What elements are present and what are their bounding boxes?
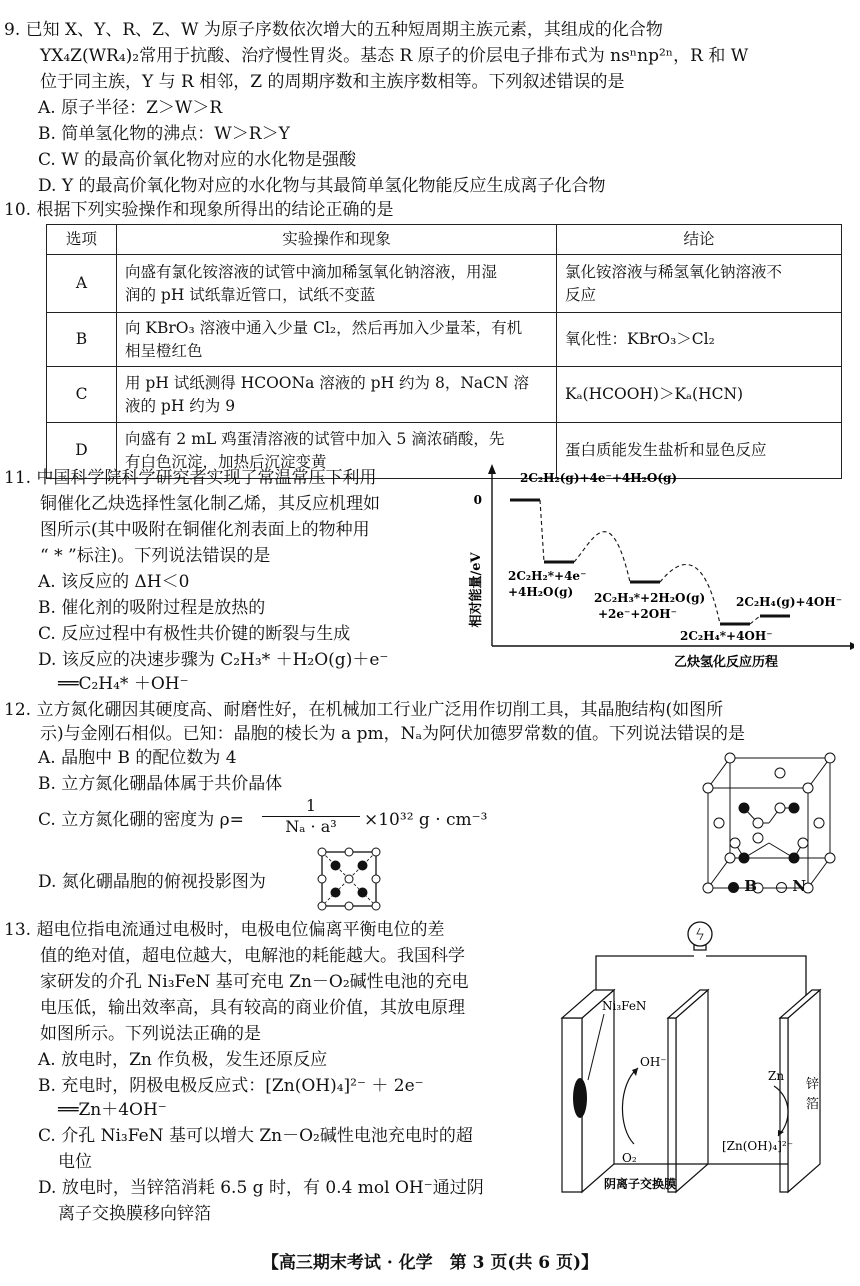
table-header-row bbox=[47, 225, 842, 255]
y-zero-label: 0 bbox=[473, 493, 482, 507]
state-2-label-cont: +4H₂O(g) bbox=[508, 585, 574, 599]
q13-option-d-cont: 离子交换膜移向锌箔 bbox=[58, 1204, 211, 1224]
cell-edge bbox=[808, 858, 830, 888]
battery-diagram bbox=[552, 918, 848, 1198]
q13-stem-line5: 如图所示。下列说法正确的是 bbox=[40, 1024, 261, 1044]
state-5-label: 2C₂H₄(g)+4OH⁻ bbox=[736, 595, 843, 609]
legend-n-label: N bbox=[792, 877, 807, 895]
n-atom bbox=[753, 818, 763, 828]
legend-b-label: B bbox=[744, 877, 757, 895]
q13-option-a: A. 放电时，Zn 作负极，发生还原反应 bbox=[38, 1050, 328, 1070]
q11-option-c: C. 反应过程中有极性共价键的断裂与生成 bbox=[38, 624, 351, 644]
n-atom bbox=[730, 838, 740, 848]
projection-n-atom bbox=[318, 848, 326, 856]
table-header-option: 选项 bbox=[47, 225, 117, 255]
row-operation-line: 润的 pH 试纸靠近管口，试纸不变蓝 bbox=[125, 285, 376, 304]
n-atom bbox=[714, 818, 724, 828]
projection-n-atom bbox=[372, 875, 380, 883]
row-operation-line: 相呈橙红色 bbox=[125, 341, 203, 360]
y-axis-label: 相对能量/eV bbox=[469, 552, 484, 628]
row-conclusion: Kₐ(HCOOH)＞Kₐ(HCN) bbox=[557, 367, 842, 423]
q9-option-d: D. Y 的最高价氧化物对应的水化物与其最简单氢化物能反应生成离子化合物 bbox=[38, 176, 606, 196]
oh-label: OH⁻ bbox=[640, 1055, 667, 1069]
b-atom bbox=[789, 803, 800, 814]
q13-option-b: B. 充电时，阴极电极反应式：[Zn(OH)₄]²⁻ ＋ 2e⁻ bbox=[38, 1076, 424, 1096]
foil-label-1: 锌 bbox=[806, 1077, 820, 1092]
q12-option-b: B. 立方氮化硼晶体属于共价晶体 bbox=[38, 774, 283, 794]
state-3-label-cont: +2e⁻+2OH⁻ bbox=[598, 607, 677, 621]
n-atom bbox=[775, 803, 785, 813]
n-atom bbox=[725, 853, 735, 863]
q11-option-d: D. 该反应的决速步骤为 C₂H₃* ＋H₂O(g)＋e⁻ bbox=[38, 650, 389, 670]
row-operation bbox=[117, 367, 557, 423]
row-option: D bbox=[47, 423, 117, 479]
projection-n-atom bbox=[345, 848, 353, 856]
n-atom bbox=[753, 833, 763, 843]
row-operation-line: 有白色沉淀，加热后沉淀变黄 bbox=[125, 452, 327, 471]
membrane bbox=[676, 990, 708, 1192]
q13-option-d: D. 放电时，当锌箔消耗 6.5 g 时，有 0.4 mol OH⁻通过阴 bbox=[38, 1178, 484, 1198]
density-fraction bbox=[262, 796, 360, 837]
cell-edge bbox=[808, 758, 830, 788]
q11-option-b: B. 催化剂的吸附过程是放热的 bbox=[38, 598, 266, 618]
cell-edge bbox=[708, 858, 730, 888]
q11-option-d-cont: ══C₂H₄* ＋OH⁻ bbox=[58, 674, 189, 694]
cell-legend bbox=[728, 876, 806, 896]
density-denominator: Nₐ · a³ bbox=[262, 816, 360, 837]
n-atom bbox=[703, 883, 713, 893]
q12-stem-line1: 12. 立方氮化硼因其硬度高、耐磨性好，在机械加工行业广泛用作切削工具，其晶胞结构(如图所 bbox=[4, 700, 724, 720]
q11-stem-line4: “ * ”标注)。下列说法错误的是 bbox=[40, 546, 271, 566]
q11-stem-line2: 铜催化乙炔选择性氢化制乙烯，其反应机理如 bbox=[40, 494, 380, 514]
q12-option-a: A. 晶胞中 B 的配位数为 4 bbox=[38, 748, 237, 768]
left-electrode-side bbox=[582, 990, 614, 1192]
legend-b-marker bbox=[728, 882, 739, 893]
znoh-label: [Zn(OH)₄]²⁻ bbox=[722, 1139, 794, 1153]
table-header-operation: 实验操作和现象 bbox=[117, 225, 557, 255]
row-conclusion bbox=[557, 255, 842, 313]
row-operation bbox=[117, 255, 557, 313]
x-axis-arrow bbox=[850, 642, 854, 650]
row-operation-line: 向盛有 2 mL 鸡蛋清溶液的试管中加入 5 滴浓硝酸，先 bbox=[125, 429, 505, 448]
oh-arrow bbox=[622, 1068, 638, 1144]
q10-stem: 10. 根据下列实验操作和现象所得出的结论正确的是 bbox=[4, 200, 394, 220]
q13-stem-line3: 家研发的介孔 Ni₃FeN 基可充电 Zn－O₂碱性电池的充电 bbox=[40, 972, 469, 992]
projection-b-atom bbox=[331, 861, 341, 871]
oh-arrow-head bbox=[632, 1068, 638, 1076]
row-operation-line: 向盛有氯化铵溶液的试管中滴加稀氢氧化钠溶液，用湿 bbox=[125, 262, 498, 281]
q13-option-b-cont: ══Zn＋4OH⁻ bbox=[58, 1100, 167, 1120]
density-numerator: 1 bbox=[305, 796, 317, 815]
row-operation-line: 用 pH 试纸测得 HCOONa 溶液的 pH 约为 8，NaCN 溶 bbox=[125, 373, 529, 392]
energy-diagram bbox=[462, 462, 854, 674]
q13-stem-line4: 电压低，输出效率高，具有较高的商业价值，其放电原理 bbox=[40, 998, 465, 1018]
row-operation bbox=[117, 313, 557, 367]
cell-edge bbox=[708, 758, 730, 788]
density-unit: ×10³² g · cm⁻³ bbox=[364, 810, 488, 830]
o2-label: O₂ bbox=[622, 1151, 637, 1165]
zn-label: Zn bbox=[768, 1069, 785, 1083]
membrane-label: 阴离子交换膜 bbox=[604, 1177, 677, 1191]
state-2-label: 2C₂H₂*+4e⁻ bbox=[508, 569, 587, 583]
projection-n-atom bbox=[372, 848, 380, 856]
table-row bbox=[47, 255, 842, 313]
projection-diagram bbox=[316, 846, 382, 912]
wire-right bbox=[706, 956, 806, 1002]
q13-stem-line2: 值的绝对值，超电位越大，电解池的耗能越大。我国科学 bbox=[40, 946, 465, 966]
n-atom bbox=[814, 818, 824, 828]
state-1-label: 2C₂H₂(g)+4e⁻+4H₂O(g) bbox=[520, 471, 678, 485]
n-atom bbox=[798, 838, 808, 848]
legend-n-marker bbox=[776, 882, 787, 893]
q9-option-c: C. W 的最高价氧化物对应的水化物是强酸 bbox=[38, 150, 357, 170]
row-conclusion: 氧化性：KBrO₃＞Cl₂ bbox=[557, 313, 842, 367]
row-option: A bbox=[47, 255, 117, 313]
row-option: B bbox=[47, 313, 117, 367]
table-row bbox=[47, 313, 842, 367]
q9-stem-line2: YX₄Z(WR₄)₂常用于抗酸、治疗慢性胃炎。基态 R 原子的价层电子排布式为 nsⁿnp²ⁿ，R 和 W bbox=[40, 46, 749, 66]
q11-option-a: A. 该反应的 ΔH＜0 bbox=[38, 572, 190, 592]
table-header-conclusion: 结论 bbox=[557, 225, 842, 255]
row-operation-line: 液的 pH 约为 9 bbox=[125, 396, 236, 415]
projection-b-atom bbox=[358, 861, 368, 871]
q13-option-c: C. 介孔 Ni₃FeN 基可以增大 Zn－O₂碱性电池充电时的超 bbox=[38, 1126, 473, 1146]
state-3-label: 2C₂H₃*+2H₂O(g) bbox=[594, 591, 706, 605]
membrane-front bbox=[668, 1018, 676, 1192]
row-option: C bbox=[47, 367, 117, 423]
n-atom bbox=[725, 753, 735, 763]
q12-option-c: C. 立方氮化硼的密度为 ρ= bbox=[38, 810, 244, 830]
row-conclusion: 蛋白质能发生盐析和显色反应 bbox=[557, 423, 842, 479]
n-atom bbox=[775, 768, 785, 778]
b-atom bbox=[789, 853, 800, 864]
row-conclusion-line: 反应 bbox=[565, 285, 597, 304]
y-axis-arrow bbox=[488, 464, 496, 474]
q13-stem-line1: 13. 超电位指电流通过电极时，电极电位偏离平衡电位的差 bbox=[4, 920, 445, 940]
projection-n-atom bbox=[345, 902, 353, 910]
b-atom bbox=[739, 803, 750, 814]
table-row bbox=[47, 367, 842, 423]
foil-label-2: 箔 bbox=[806, 1097, 820, 1112]
q9-option-b: B. 简单氢化物的沸点：W＞R＞Y bbox=[38, 124, 290, 144]
state-4-label: 2C₂H₄*+4OH⁻ bbox=[680, 629, 773, 643]
row-operation-line: 向 KBrO₃ 溶液中通入少量 Cl₂，然后再加入少量苯，有机 bbox=[125, 318, 523, 337]
projection-n-atom bbox=[372, 902, 380, 910]
q11-stem-line3: 图所示(其中吸附在铜催化剂表面上的物种用 bbox=[40, 520, 370, 540]
projection-b-atom bbox=[358, 888, 368, 898]
q9-stem-line3: 位于同主族，Y 与 R 相邻，Z 的周期序数和主族序数相等。下列叙述错误的是 bbox=[40, 72, 625, 92]
q10-table bbox=[46, 224, 842, 479]
projection-n-atom bbox=[318, 875, 326, 883]
q11-stem-line1: 11. 中国科学院科学研究者实现了常温常压下利用 bbox=[4, 468, 377, 488]
catalyst-electrode bbox=[573, 1078, 587, 1118]
projection-b-atom bbox=[331, 888, 341, 898]
projection-n-atom bbox=[318, 902, 326, 910]
n-atom bbox=[825, 853, 835, 863]
n-atom bbox=[803, 783, 813, 793]
q9-stem-line1: 9. 已知 X、Y、R、Z、W 为原子序数依次增大的五种短周期主族元素，其组成的化合物 bbox=[4, 20, 663, 40]
x-axis-label: 乙炔氢化反应历程 bbox=[674, 655, 779, 670]
ni3fen-label: Ni₃FeN bbox=[602, 999, 647, 1013]
bulb-filament bbox=[697, 928, 703, 940]
row-conclusion-line: 氯化铵溶液与稀氢氧化钠溶液不 bbox=[565, 262, 783, 281]
n-atom bbox=[703, 783, 713, 793]
n-atom bbox=[825, 753, 835, 763]
page-footer: 【高三期末考试 · 化学 第 3 页(共 6 页)】 bbox=[261, 1253, 599, 1273]
q12-stem-line2: 示)与金刚石相似。已知：晶胞的棱长为 a pm，Nₐ为阿伏加德罗常数的值。下列说法错误的是 bbox=[40, 724, 746, 744]
projection-n-atom bbox=[345, 875, 353, 883]
b-atom bbox=[739, 853, 750, 864]
q13-option-c-cont: 电位 bbox=[58, 1152, 92, 1172]
q12-option-d: D. 氮化硼晶胞的俯视投影图为 bbox=[38, 872, 266, 892]
q9-option-a: A. 原子半径：Z＞W＞R bbox=[38, 98, 223, 118]
